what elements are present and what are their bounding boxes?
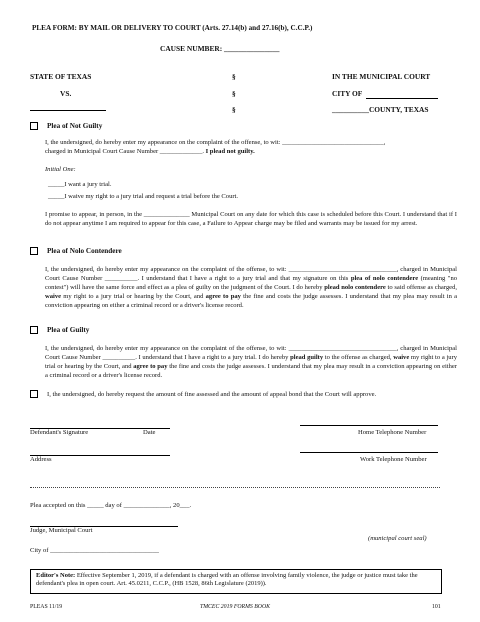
nolo-text-3: to said offense as charged,	[385, 284, 457, 291]
separator-dotted	[30, 487, 440, 488]
jury-trial-option[interactable]: _____I want a jury trial.	[48, 181, 112, 188]
editors-note-label: Editor's Note:	[36, 572, 76, 579]
initial-one-label: Initial One:	[45, 166, 76, 173]
guilty-text-2: to the offense as charged,	[323, 354, 394, 361]
guilty-text-3: my right to a jury trial or hearing by the Court, and	[45, 354, 458, 370]
guilty-bold-3: agree to pay	[133, 363, 168, 370]
guilty-label: Plea of Guilty	[47, 326, 90, 334]
nolo-label: Plea of Nolo Contendere	[47, 247, 122, 255]
nolo-paragraph	[45, 265, 457, 310]
section-sign-1: §	[232, 72, 236, 81]
footer-page-number: 101	[432, 604, 441, 610]
guilty-paragraph	[45, 344, 457, 380]
editors-note-box	[30, 569, 442, 594]
nolo-text-4: my right to a jury trial or hearing by the Court, and	[61, 293, 206, 300]
defendant-signature-label: Defendant's Signature	[30, 429, 89, 436]
county-label: __________COUNTY, TEXAS	[332, 105, 429, 114]
editors-note-text: Effective September 1, 2019, if a defendant is charged with an offense involving family violence, the judge or justice must take the defendant's plea in open court. Art. 45.0211, C.C.P., (HB 1528, 86th Legislature (2019)).	[36, 572, 418, 588]
appearance-promise: I promise to appear, in person, in the ______________ Municipal Court on any date for which this case is scheduled before this Court. I understand that if I do not appear anytime I am required to appear for this case, a Failure to Appear charge may be filed and warrants may be issued for my arrest.	[45, 211, 457, 227]
nolo-bold-3: waive	[45, 293, 61, 300]
section-sign-2: §	[232, 89, 236, 98]
footer-book: TMCEC 2019 FORMS BOOK	[200, 604, 271, 610]
not-guilty-statement: I plead not guilty.	[205, 148, 255, 155]
work-phone-line[interactable]	[300, 452, 438, 453]
footer-form-id: PLEAS 11/19	[30, 604, 63, 610]
request-fine-row	[30, 390, 376, 398]
guilty-text-1: I, the undersigned, do hereby enter my appearance on the complaint of the offense, to wit: _________________________________, charged in Municipal Court Cause Number __________. I understand that I have a right to a jury trial. I do hereby	[45, 345, 457, 361]
guilty-text-4: the fine and costs the judge assesses. I understand that my plea may result in a conviction appearing on either a criminal record or a driver's license record.	[45, 363, 457, 379]
work-phone-label: Work Telephone Number	[360, 456, 427, 463]
initial-one	[45, 165, 457, 174]
versus: VS.	[60, 89, 72, 98]
home-phone-label: Home Telephone Number	[358, 429, 427, 436]
guilty-checkbox[interactable]	[30, 326, 38, 334]
home-phone-line[interactable]	[300, 425, 438, 426]
bench-trial-option[interactable]: _____I waive my right to a jury trial and request a trial before the Court.	[48, 193, 238, 200]
nolo-text-5: the fine and costs the judge assesses. I understand that my plea may result in a conviction appearing on either a criminal record or a driver's license record.	[45, 293, 458, 309]
defendant-name-line[interactable]	[30, 110, 106, 111]
guilty-bold-1: plead guilty	[290, 354, 324, 361]
address-label: Address	[30, 456, 52, 463]
date-label: Date	[143, 429, 156, 436]
form-title: PLEA FORM: BY MAIL OR DELIVERY TO COURT (Arts. 27.14(b) and 27.16(b), C.C.P.)	[32, 24, 313, 32]
not-guilty-para1	[45, 138, 457, 156]
request-fine-checkbox[interactable]	[30, 390, 38, 398]
not-guilty-text-a: I, the undersigned, do hereby enter my appearance on the complaint of the offense, to wit: _______________________________,	[45, 139, 386, 146]
nolo-bold-4: agree to pay	[205, 293, 241, 300]
guilty-heading	[30, 326, 89, 334]
judge-label: Judge, Municipal Court	[30, 527, 93, 534]
not-guilty-text-b: charged in Municipal Court Cause Number _____________.	[45, 148, 204, 155]
court-name: IN THE MUNICIPAL COURT	[332, 72, 431, 81]
plea-accepted: Plea accepted on this _____ day of ______________, 20___.	[30, 502, 192, 509]
court-seal-label: (municipal court seal)	[368, 535, 427, 542]
request-fine-label: I, the undersigned, do hereby request the amount of fine assessed and the amount of appeal bond that the Court will approve.	[47, 390, 377, 398]
city-line[interactable]	[366, 98, 438, 99]
not-guilty-heading	[30, 122, 102, 130]
nolo-bold-2: plead nolo contendere	[324, 284, 386, 291]
guilty-bold-2: waive	[393, 354, 410, 361]
not-guilty-label: Plea of Not Guilty	[47, 122, 103, 130]
city-of-court: City of _________________________________	[30, 547, 159, 554]
cause-number: CAUSE NUMBER: _______________	[160, 44, 280, 53]
nolo-heading	[30, 247, 122, 255]
not-guilty-checkbox[interactable]	[30, 122, 38, 130]
nolo-text-1: I, the undersigned, do hereby enter my appearance on the complaint of the offense, to wit: _________________________________, charged in Municipal Court Cause Number __________. I understand that I have a right to a jury trial and that my signature on this	[45, 266, 457, 282]
state-of-texas: STATE OF TEXAS	[30, 72, 92, 81]
section-sign-3: §	[232, 105, 236, 114]
nolo-checkbox[interactable]	[30, 247, 38, 255]
city-of-label: CITY OF	[332, 89, 363, 98]
nolo-text-2: (meaning "no contest") will have the same force and effect as a plea of guilty on the judgment of the Court. I do hereby	[45, 275, 457, 291]
nolo-bold-1: plea of nolo contendere	[350, 275, 419, 282]
